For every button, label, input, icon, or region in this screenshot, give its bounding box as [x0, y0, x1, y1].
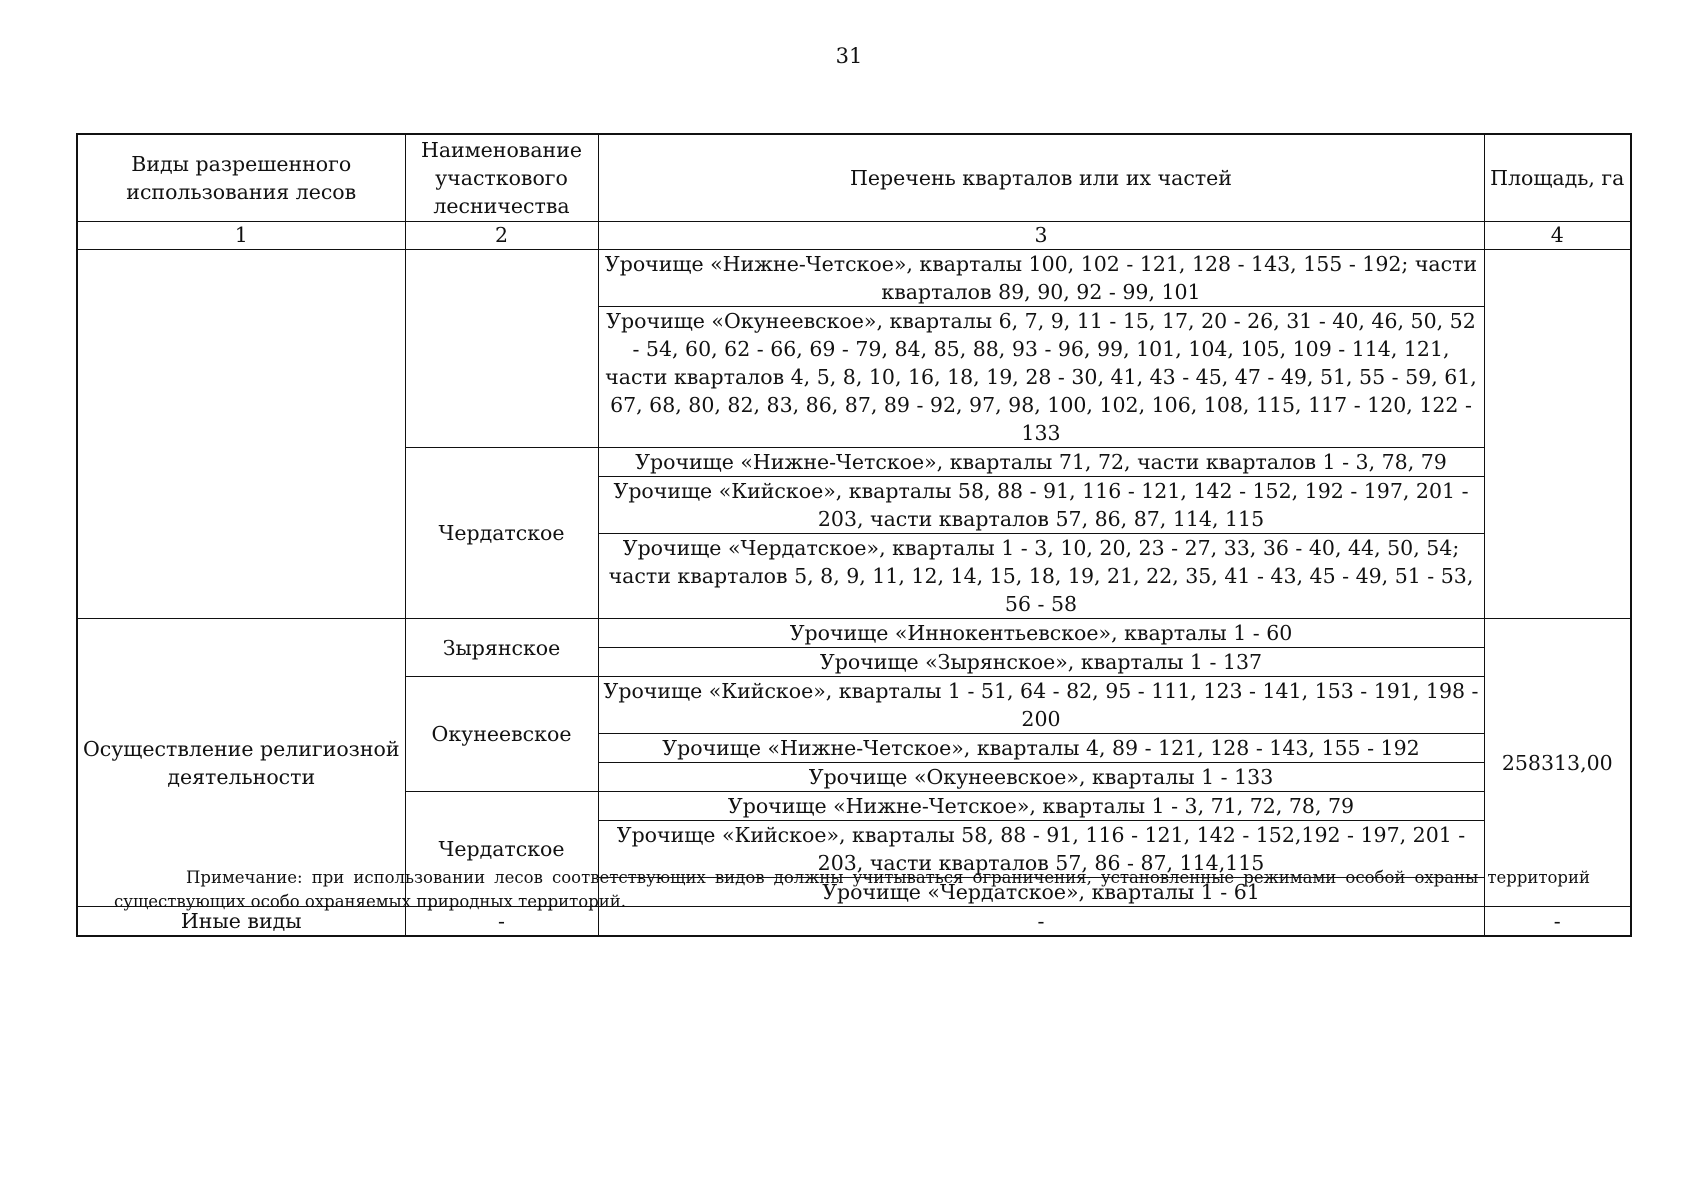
table-header-row: [77, 134, 1631, 222]
forest-usage-table: [76, 133, 1632, 937]
header-usage-type: Виды разрешенного использования лесов: [77, 134, 405, 222]
area-cell: -: [1484, 907, 1631, 937]
header-area: Площадь, га: [1484, 134, 1631, 222]
forestry-cell: Чердатское: [405, 448, 598, 619]
table-row: [77, 619, 1631, 648]
quarters-cell: Урочище «Чердатское», кварталы 1 - 3, 10, 20, 23 - 27, 33, 36 - 40, 44, 50, 54; части кварталов 5, 8, 9, 11, 12, 14, 15, 18, 19, 21, 22, 35, 41 - 43, 45 - 49, 51 - 53, 56 - 58: [598, 534, 1484, 619]
quarters-cell: Урочище «Нижне-Четское», кварталы 1 - 3, 71, 72, 78, 79: [598, 792, 1484, 821]
quarters-cell: Урочище «Зырянское», кварталы 1 - 137: [598, 648, 1484, 677]
quarters-cell: Урочище «Окунеевское», кварталы 1 - 133: [598, 763, 1484, 792]
quarters-cell: Урочище «Нижне-Четское», кварталы 4, 89 - 121, 128 - 143, 155 - 192: [598, 734, 1484, 763]
forestry-cell: Чердатское: [405, 792, 598, 907]
usage-type-cell: [77, 250, 405, 619]
header-quarters-list: Перечень кварталов или их частей: [598, 134, 1484, 222]
quarters-cell: Урочище «Кийское», кварталы 58, 88 - 91, 116 - 121, 142 - 152,192 - 197, 201 - 203, части кварталов 57, 86 - 87, 114,115: [598, 821, 1484, 878]
quarters-cell: Урочище «Нижне-Четское», кварталы 71, 72, части кварталов 1 - 3, 78, 79: [598, 448, 1484, 477]
header-forestry-name: Наименование участкового лесничества: [405, 134, 598, 222]
column-number-row: [77, 222, 1631, 250]
area-cell: [1484, 250, 1631, 619]
quarters-cell: Урочище «Нижне-Четское», кварталы 100, 102 - 121, 128 - 143, 155 - 192; части кварталов 89, 90, 92 - 99, 101: [598, 250, 1484, 307]
column-number: 2: [405, 222, 598, 250]
quarters-cell: Урочище «Иннокентьевское», кварталы 1 - 60: [598, 619, 1484, 648]
quarters-cell: Урочище «Кийское», кварталы 58, 88 - 91, 116 - 121, 142 - 152, 192 - 197, 201 - 203, части кварталов 57, 86, 87, 114, 115: [598, 477, 1484, 534]
column-number: 1: [77, 222, 405, 250]
quarters-cell: Урочище «Кийское», кварталы 1 - 51, 64 - 82, 95 - 111, 123 - 141, 153 - 191, 198 - 200: [598, 677, 1484, 734]
quarters-cell: -: [598, 907, 1484, 937]
page-number: 31: [835, 44, 863, 68]
forestry-cell: Зырянское: [405, 619, 598, 677]
area-cell: 258313,00: [1484, 619, 1631, 907]
usage-type-cell: Иные виды: [77, 907, 405, 937]
forestry-cell: Окунеевское: [405, 677, 598, 792]
table-note: Примечание: при использовании лесов соответствующих видов должны учитываться ограничения, установленные режимами особой охраны территорий существующих особо охраняемых природных территорий.: [114, 868, 1590, 911]
quarters-cell: Урочище «Окунеевское», кварталы 6, 7, 9, 11 - 15, 17, 20 - 26, 31 - 40, 46, 50, 52 - 54, 60, 62 - 66, 69 - 79, 84, 85, 88, 93 - 96, 99, 101, 104, 105, 109 - 114, 121, части кварталов 4, 5, 8, 10, 16, 18, 19, 28 - 30, 41, 43 - 45, 47 - 49, 51, 55 - 59, 61, 67, 68, 80, 82, 83, 86, 87, 89 - 92, 97, 98, 100, 102, 106, 108, 115, 117 - 120, 122 - 133: [598, 307, 1484, 448]
usage-type-cell: Осуществление религиозной деятельности: [77, 619, 405, 907]
column-number: 4: [1484, 222, 1631, 250]
forestry-cell: [405, 250, 598, 448]
quarters-cell: Урочище «Чердатское», кварталы 1 - 61: [598, 878, 1484, 907]
table-row: [77, 250, 1631, 307]
forestry-cell: -: [405, 907, 598, 937]
column-number: 3: [598, 222, 1484, 250]
